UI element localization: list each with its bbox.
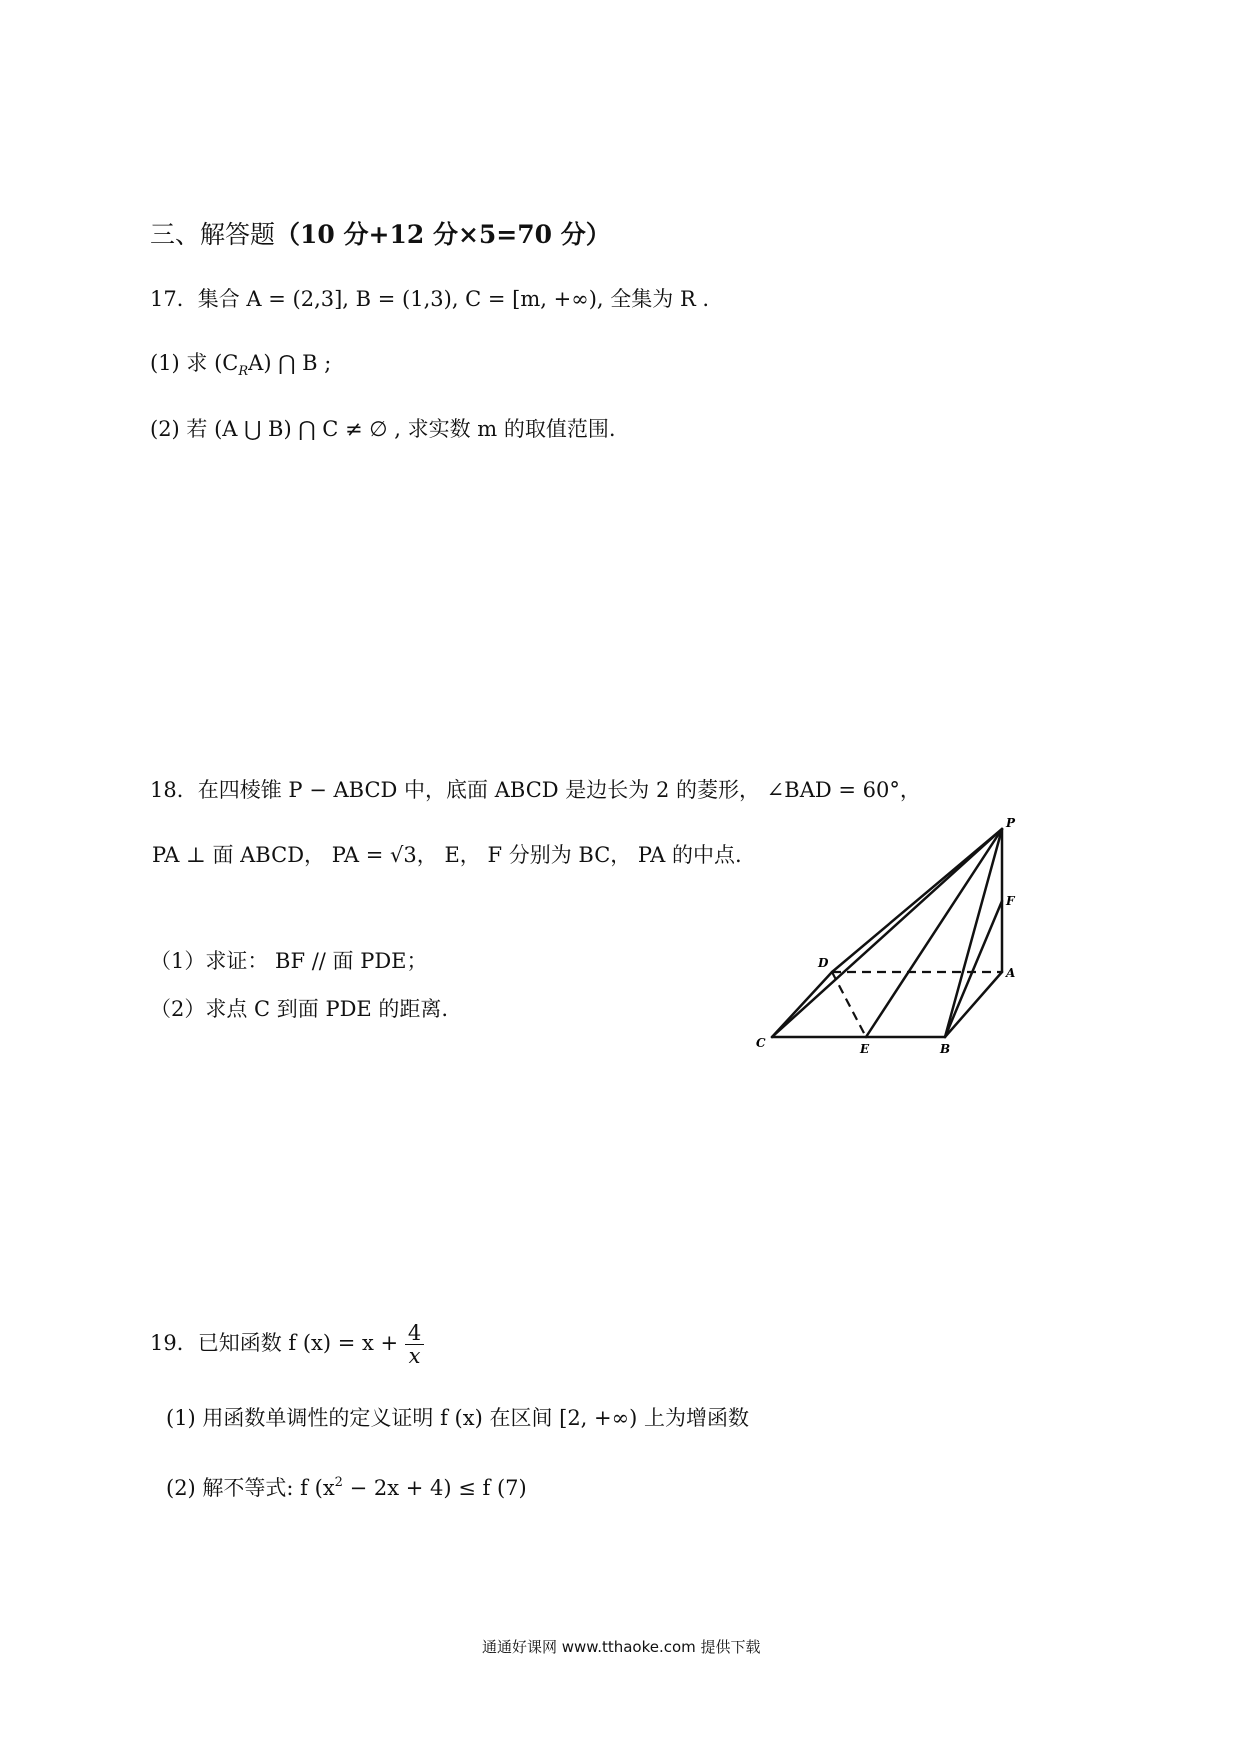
q18-number: 18． — [150, 778, 198, 802]
q19-fraction-numerator: 4 — [405, 1322, 424, 1345]
label-c: C — [756, 1036, 766, 1050]
pyramid-figure — [740, 815, 1040, 1075]
q18-part2: （2）求点 C 到面 PDE 的距离. — [150, 997, 449, 1021]
q17-number: 17． — [150, 287, 198, 311]
section-heading — [150, 215, 611, 251]
label-b: B — [940, 1042, 951, 1056]
q17-statement — [150, 283, 709, 313]
q19-part1: (1) 用函数单调性的定义证明 f (x) 在区间 [2, +∞) 上为增函数 — [166, 1406, 749, 1430]
q19-lead: 已知函数 f (x) = x + — [197, 1331, 399, 1356]
q18-statement-line2: PA ⊥ 面 ABCD， PA = √3， E， F 分别为 BC， PA 的中点. — [152, 843, 742, 867]
section-points: （10 分+12 分×5=70 分） — [275, 220, 611, 249]
edge-bf — [945, 901, 1002, 1037]
q18-statement-line1 — [150, 774, 921, 804]
label-a: A — [1006, 966, 1016, 980]
q19-fraction-denominator: x — [408, 1344, 421, 1369]
label-p: P — [1006, 816, 1016, 830]
edge-de-hidden — [832, 972, 866, 1037]
q17-text: 集合 A = (2,3], B = (1,3), C = [m, +∞), 全集为 R . — [197, 287, 710, 311]
q19-part2 — [166, 1472, 527, 1502]
label-f: F — [1006, 894, 1015, 908]
q17-part1-text: (1) 求 (C — [150, 351, 239, 375]
q19-fraction — [405, 1322, 424, 1367]
q17-part2: (2) 若 (A ⋃ B) ⋂ C ≠ ∅ , 求实数 m 的取值范围. — [150, 417, 616, 441]
q18-part1: （1）求证： BF // 面 PDE； — [150, 949, 428, 973]
q19-part2-text: (2) 解不等式: f (x — [166, 1476, 335, 1500]
q17-part1 — [150, 347, 331, 377]
q17-part1-subscript: R — [238, 364, 249, 379]
label-e: E — [860, 1042, 870, 1056]
q19-statement — [150, 1322, 424, 1367]
q19-part2-exponent: 2 — [334, 1475, 343, 1490]
q18-line1-text: 在四棱锥 P − ABCD 中，底面 ABCD 是边长为 2 的菱形， ∠BAD = 60°， — [197, 778, 921, 802]
label-d: D — [818, 956, 829, 970]
q19-number: 19． — [150, 1331, 198, 1356]
q19-part2-rest: − 2x + 4) ≤ f (7) — [342, 1476, 527, 1500]
q17-part1-rest: A) ⋂ B ; — [248, 351, 332, 375]
footer-source: 通通好课网 www.tthaoke.com 提供下载 — [482, 1638, 761, 1656]
section-prefix: 三、解答题 — [150, 220, 276, 249]
